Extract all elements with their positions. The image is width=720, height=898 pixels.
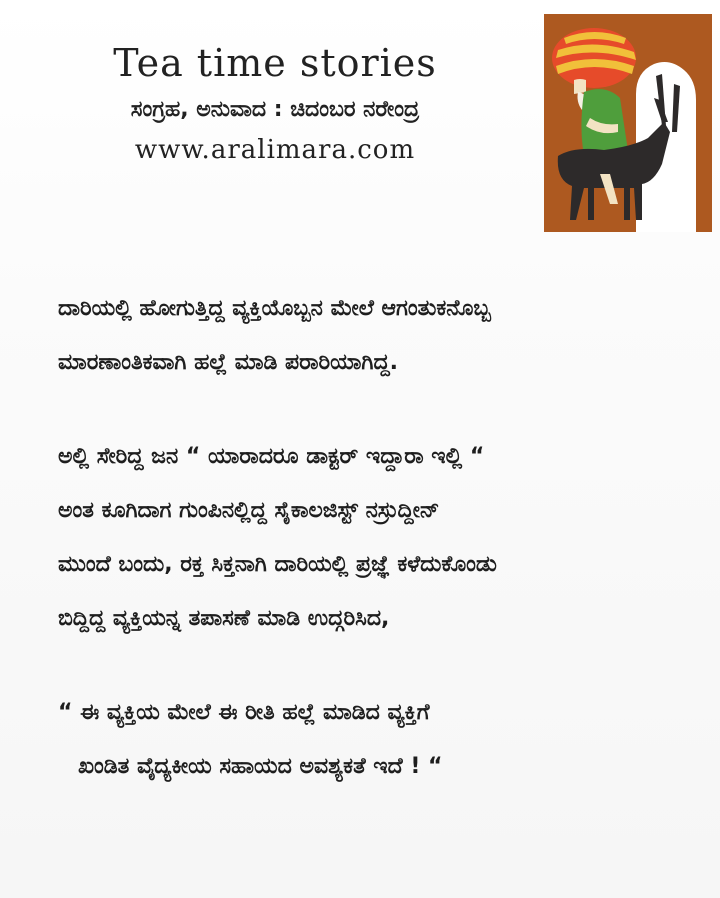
story-line: ಬಿದ್ದಿದ್ದ ವ್ಯಕ್ತಿಯನ್ನ ತಪಾಸಣೆ ಮಾಡಿ ಉದ್ಗರಿಸಿದ, [58, 606, 390, 631]
story-line: “ ಈ ವ್ಯಕ್ತಿಯ ಮೇಲೆ ಈ ರೀತಿ ಹಲ್ಲೆ ಮಾಡಿದ ವ್ಯಕ್ತಿಗೆ [58, 700, 430, 725]
story-paragraph [58, 686, 698, 794]
man-on-donkey-icon [544, 14, 712, 232]
page-header [0, 38, 540, 168]
page-title: Tea time stories [113, 41, 437, 85]
story-line: ದಾರಿಯಲ್ಲಿ ಹೋಗುತ್ತಿದ್ದ ವ್ಯಕ್ತಿಯೊಬ್ಬನ ಮೇಲೆ ಆಗಂತುಕನೊಬ್ಬ [58, 296, 491, 321]
story-line: ಮಾರಣಾಂತಿಕವಾಗಿ ಹಲ್ಲೆ ಮಾಡಿ ಪರಾರಿಯಾಗಿದ್ದ. [58, 350, 399, 375]
story-paragraph [58, 430, 698, 646]
story-text [58, 282, 698, 794]
story-line: ಅಲ್ಲಿ ಸೇರಿದ್ದ ಜನ “ ಯಾರಾದರೂ ಡಾಕ್ಟರ್ ಇದ್ದಾರಾ ಇಲ್ಲಿ “ [58, 444, 485, 469]
story-line: ಅಂತ ಕೂಗಿದಾಗ ಗುಂಪಿನಲ್ಲಿದ್ದ ಸೈಕಾಲಜಿಸ್ಟ್ ನಸ್ರುದ್ದೀನ್ [58, 498, 440, 523]
story-paragraph [58, 282, 698, 390]
story-line: ಖಂಡಿತ ವೈದ್ಯಕೀಯ ಸಹಾಯದ ಅವಶ್ಯಕತೆ ಇದೆ ! “ [78, 754, 443, 779]
story-line: ಮುಂದೆ ಬಂದು, ರಕ್ತ ಸಿಕ್ತನಾಗಿ ದಾರಿಯಲ್ಲಿ ಪ್ರಜ್ಞೆ ಕಳೆದುಕೊಂಡು [58, 552, 497, 577]
website-url: www.aralimara.com [134, 135, 416, 165]
page-subtitle: ಸಂಗ್ರಹ, ಅನುವಾದ : ಚಿದಂಬರ ನರೇಂದ್ರ [130, 97, 420, 122]
